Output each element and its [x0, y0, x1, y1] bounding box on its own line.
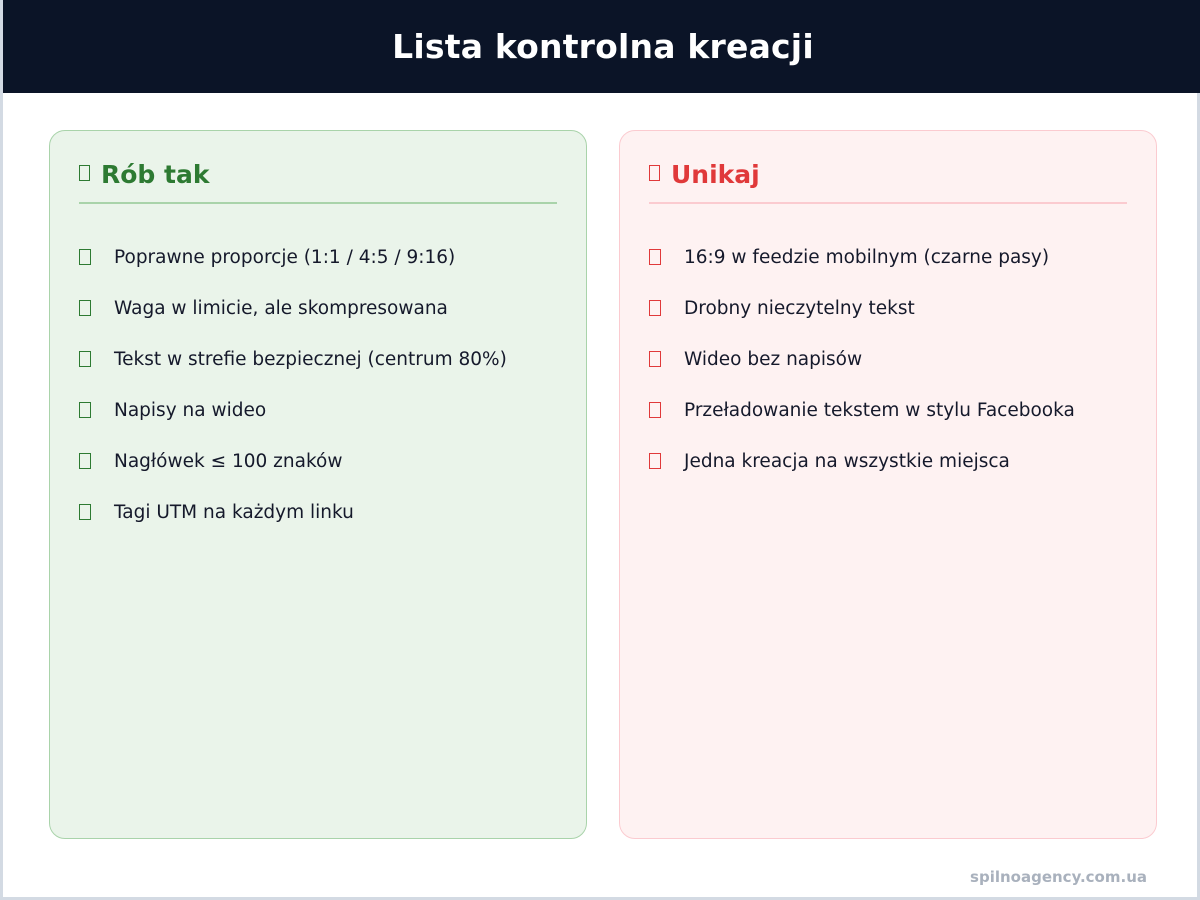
footer-domain: spilnoagency.com.ua: [970, 868, 1147, 886]
list-item-text: Tekst w strefie bezpiecznej (centrum 80%): [114, 348, 507, 370]
avoid-panel-header: [649, 159, 1127, 204]
list-item-text: 16:9 w feedzie mobilnym (czarne pasy): [684, 246, 1050, 268]
list-item-text: Przeładowanie tekstem w stylu Facebooka: [684, 399, 1075, 421]
list-item: [649, 381, 1127, 439]
cross-icon: [649, 300, 661, 316]
list-item: [79, 228, 557, 286]
list-item-text: Napisy na wideo: [114, 399, 267, 421]
cross-icon: [649, 165, 660, 181]
list-item: [79, 279, 557, 337]
list-item: [79, 432, 557, 490]
check-icon: [79, 453, 91, 469]
check-icon: [79, 504, 91, 520]
list-item: [649, 279, 1127, 337]
list-item: [79, 483, 557, 541]
check-icon: [79, 249, 91, 265]
list-item: [649, 432, 1127, 490]
do-panel: [49, 130, 587, 839]
cross-icon: [649, 249, 661, 265]
do-panel-title: Rób tak: [101, 159, 210, 189]
list-item-text: Nagłówek ≤ 100 znaków: [114, 450, 343, 472]
list-item: [79, 330, 557, 388]
list-item-text: Drobny nieczytelny tekst: [684, 297, 915, 319]
list-item-text: Waga w limicie, ale skompresowana: [114, 297, 448, 319]
list-item: [649, 228, 1127, 286]
check-icon: [79, 351, 91, 367]
check-icon: [79, 165, 90, 181]
cross-icon: [649, 402, 661, 418]
do-list: [79, 228, 557, 541]
avoid-list: [649, 228, 1127, 490]
list-item: [649, 330, 1127, 388]
avoid-panel: [619, 130, 1157, 839]
list-item-text: Jedna kreacja na wszystkie miejsca: [684, 450, 1010, 472]
check-icon: [79, 402, 91, 418]
cross-icon: [649, 351, 661, 367]
list-item-text: Wideo bez napisów: [684, 348, 863, 370]
list-item-text: Tagi UTM na każdym linku: [114, 501, 354, 523]
list-item: [79, 381, 557, 439]
list-item-text: Poprawne proporcje (1:1 / 4:5 / 9:16): [114, 246, 456, 268]
cross-icon: [649, 453, 661, 469]
do-panel-header: [79, 159, 557, 204]
page-header: [3, 0, 1200, 93]
page-title: Lista kontrolna kreacji: [392, 27, 814, 66]
avoid-panel-title: Unikaj: [671, 159, 760, 189]
check-icon: [79, 300, 91, 316]
